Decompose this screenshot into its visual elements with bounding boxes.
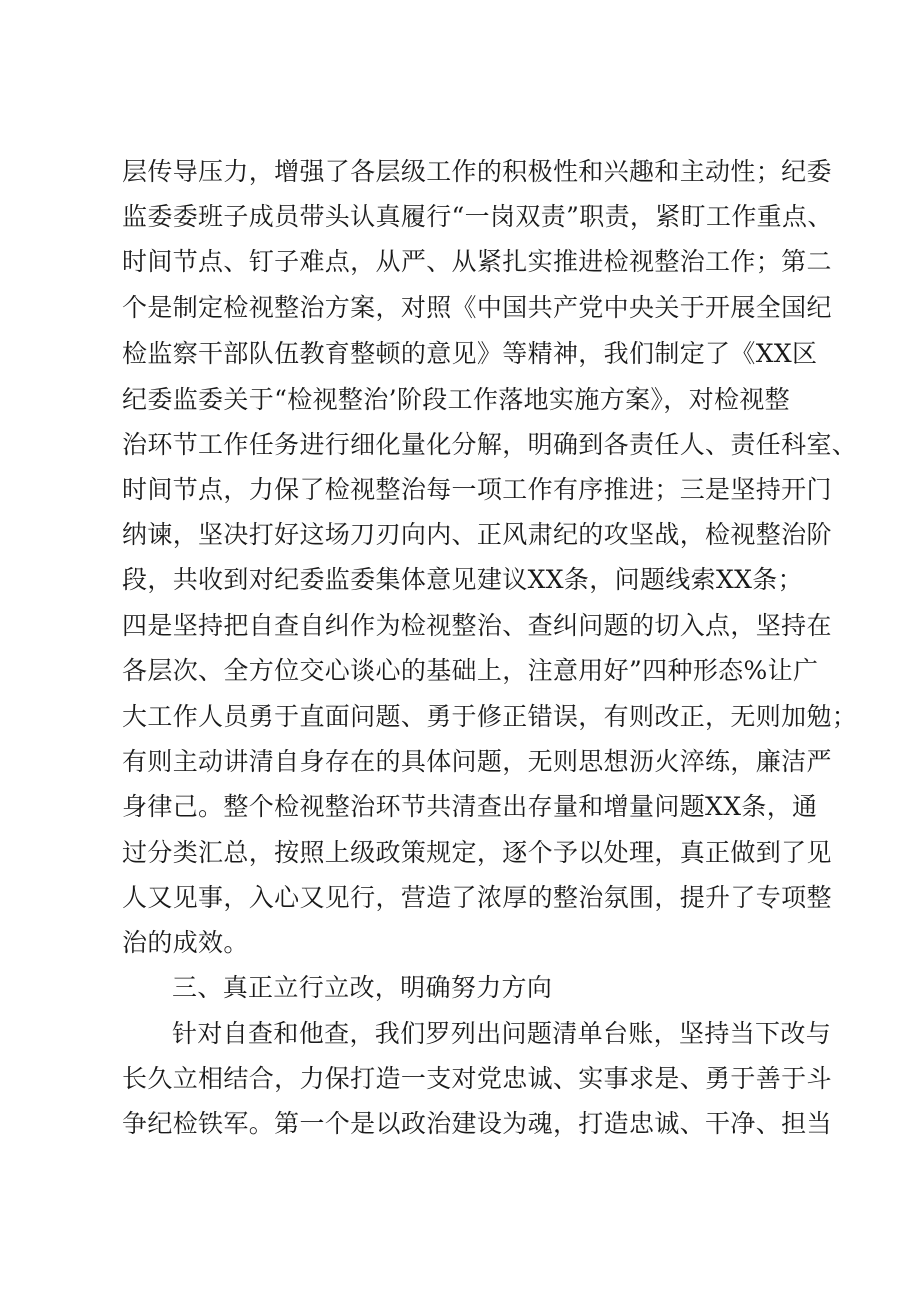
body-line-18: 治的成效。 xyxy=(122,928,249,957)
body-line-16: 过分类汇总，按照上级政策规定，逐个予以处理，真正做到了见 xyxy=(122,838,832,867)
body-line-12: 各层次、全方位交心谈心的基础上，注意用好”四种形态%让广 xyxy=(122,656,819,685)
body-line-1: 层传导压力，增强了各层级工作的积极性和兴趣和主动性；纪委 xyxy=(122,157,832,186)
body-line-10: 段，共收到对纪委监委集体意见建议XX条，问题线索XX条； xyxy=(122,565,803,594)
body-line-13: 大工作人员勇于直面问题、勇于修正错误，有则改正，无则加勉； xyxy=(122,702,858,731)
body-line-7: 治环节工作任务进行细化量化分解，明确到各责任人、责任科室、 xyxy=(122,430,858,459)
body-line-6: 纪委监委关于“检视整治’阶段工作落地实施方案》，对检视整 xyxy=(122,385,791,414)
body-line-14: 有则主动讲清自身存在的具体问题，无则思想沥火淬练，廉洁严 xyxy=(122,747,832,776)
body-line-2: 监委委班子成员带头认真履行“一岗双责”职责，紧盯工作重点、 xyxy=(122,202,833,231)
body-line-15: 身律己。整个检视整治环节共清查出存量和增量问题XX条，通 xyxy=(122,792,818,821)
body-line-5: 检监察干部队伍教育整顿的意见》等精神，我们制定了《XX区 xyxy=(122,339,818,368)
body-line-11: 四是坚持把自查自纠作为检视整治、查纠问题的切入点，坚持在 xyxy=(122,611,832,640)
body-line-3: 时间节点、钉子难点，从严、从紧扎实推进检视整治工作；第二 xyxy=(122,247,832,276)
body-line-22: 争纪检铁军。第一个是以政治建设为魂，打造忠诚、干净、担当 xyxy=(122,1109,832,1138)
section-heading: 三、真正立行立改，明确努力方向 xyxy=(172,973,553,1002)
body-line-17: 人又见事，入心又见行，营造了浓厚的整治氛围，提升了专项整 xyxy=(122,883,832,912)
body-line-21: 长久立相结合，力保打造一支对党忠诚、实事求是、勇于善于斗 xyxy=(122,1064,832,1093)
body-line-4: 个是制定检视整治方案，对照《中国共产党中央关于开展全国纪 xyxy=(122,293,832,322)
body-line-9: 纳谏，坚决打好这场刀刃向内、正风肃纪的攻坚战，检视整治阶 xyxy=(122,520,832,549)
body-line-20: 针对自查和他查，我们罗列出问题清单台账，坚持当下改与 xyxy=(172,1019,832,1048)
body-line-8: 时间节点，力保了检视整治每一项工作有序推进；三是坚持开门 xyxy=(122,475,832,504)
